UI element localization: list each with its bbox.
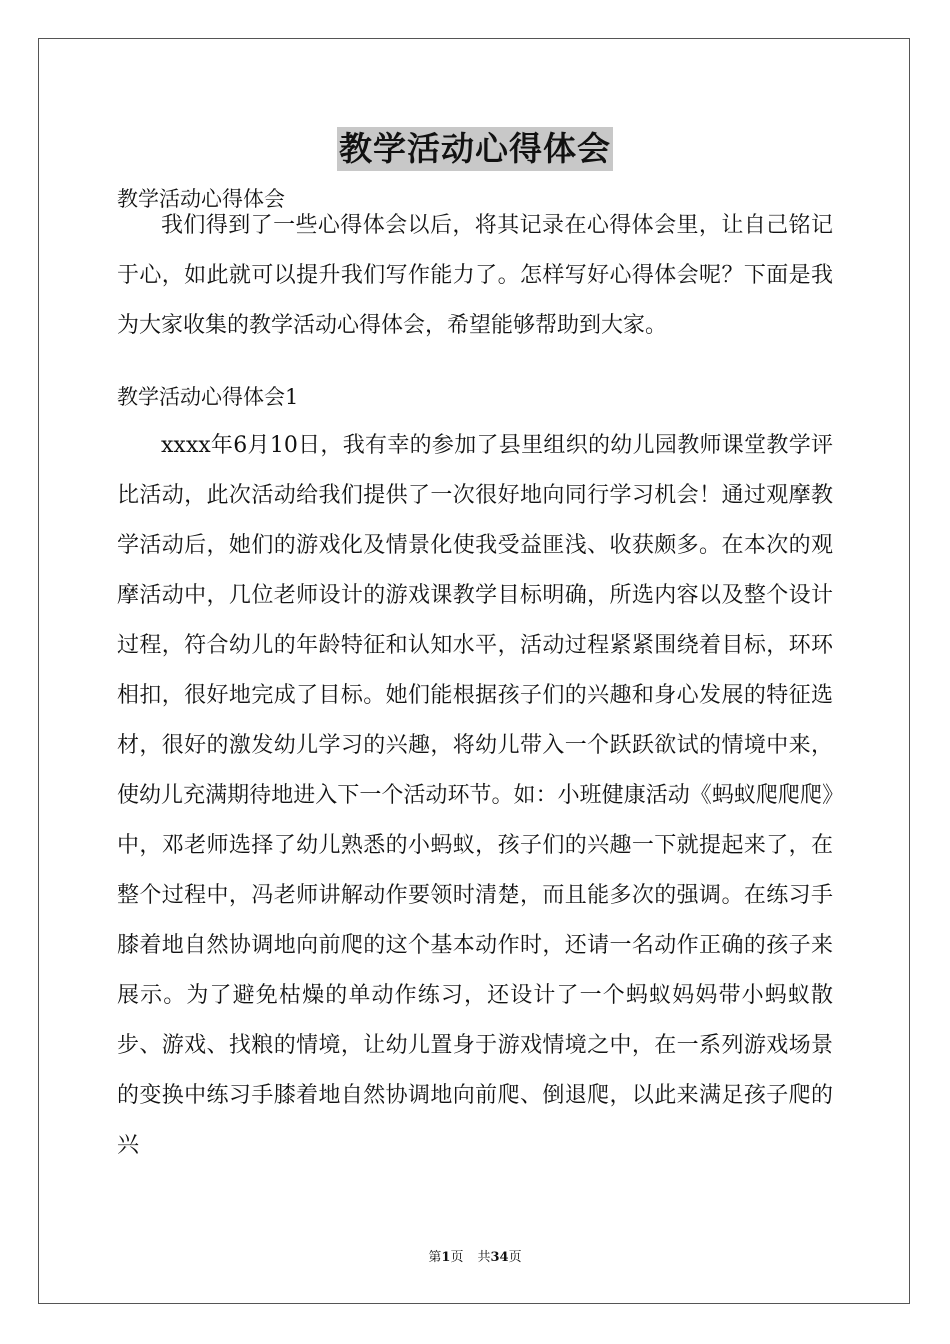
page-prefix: 第	[428, 1250, 442, 1265]
intro-paragraph: 我们得到了一些心得体会以后，将其记录在心得体会里，让自己铭记于心，如此就可以提升我们写作能力了。怎样写好心得体会呢？下面是我为大家收集的教学活动心得体会，希望能够帮助到大家。	[117, 213, 833, 338]
section-body-paragraph: xxxx年6月10日，我有幸的参加了县里组织的幼儿园教师课堂教学评比活动，此次活动给我们提供了一次很好地向同行学习机会！通过观摩教学活动后，她们的游戏化及情景化使我受益匪浅、收获颇多。在本次的观摩活动中，几位老师设计的游戏课教学目标明确，所选内容以及整个设计过程，符合幼儿的年龄特征和认知水平，活动过程紧紧围绕着目标，环环相扣，很好地完成了目标。她们能根据孩子们的兴趣和身心发展的特征选材，很好的激发幼儿学习的兴趣，将幼儿带入一个跃跃欲试的情境中来，使幼儿充满期待地进入下一个活动环节。如：小班健康活动《蚂蚁爬爬爬》中，邓老师选择了幼儿熟悉的小蚂蚁，孩子们的兴趣一下就提起来了，在整个过程中，冯老师讲解动作要领时清楚，而且能多次的强调。在练习手膝着地自然协调地向前爬的这个基本动作时，还请一名动作正确的孩子来展示。为了避免枯燥的单动作练习，还设计了一个蚂蚁妈妈带小蚂蚁散步、游戏、找粮的情境，让幼儿置身于游戏情境之中，在一系列游戏场景的变换中练习手膝着地自然协调地向前爬、倒退爬，以此来满足孩子爬的兴	[117, 433, 833, 1158]
page-number: 1	[441, 1250, 451, 1265]
total-suffix: 页	[508, 1250, 522, 1265]
page-footer	[0, 1249, 950, 1267]
page-suffix: 页	[450, 1250, 464, 1265]
document-title	[0, 127, 950, 171]
total-pages: 34	[490, 1250, 509, 1265]
total-prefix: 共	[477, 1250, 491, 1265]
document-subtitle: 教学活动心得体会	[117, 187, 285, 211]
document-title-text: 教学活动心得体会	[337, 127, 613, 171]
section-heading: 教学活动心得体会1	[117, 385, 299, 409]
